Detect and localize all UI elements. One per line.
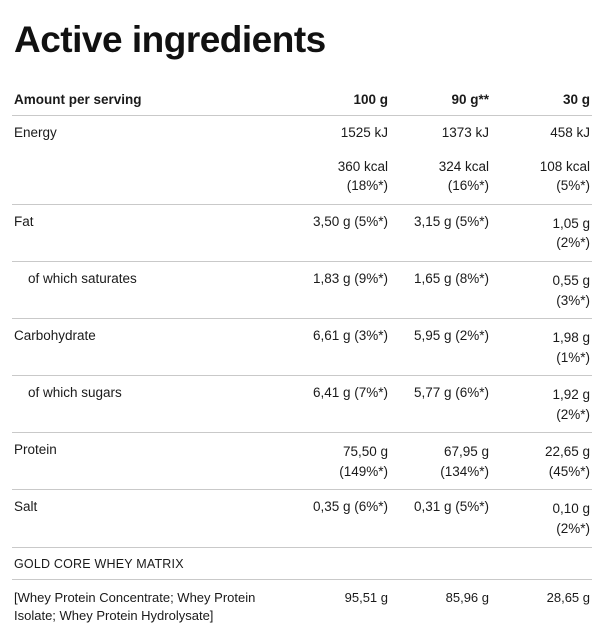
table-row-sub [12, 148, 592, 205]
matrix-heading-row [12, 547, 592, 579]
row-label-energy: Energy [14, 124, 57, 140]
row-saturates-90g: 1,65 g (8%*) [390, 261, 491, 318]
table-row [12, 204, 592, 261]
matrix-label: [Whey Protein Concentrate; Whey Protein Isolate; Whey Protein Hydrolysate] [12, 579, 289, 634]
header-amount-per-serving: Amount per serving [12, 83, 289, 116]
row-energy-90g: 1373 kJ [441, 124, 489, 140]
row-sugars-30g: 1,92 g (2%*) [491, 376, 592, 433]
row-energy-kcal-90g: 324 kcal (16%*) [438, 158, 489, 194]
row-label-salt: Salt [12, 490, 289, 547]
row-salt-100g: 0,35 g (6%*) [289, 490, 390, 547]
header-col-30g: 30 g [491, 83, 592, 116]
table-header-row [12, 83, 592, 116]
row-fat-90g: 3,15 g (5%*) [390, 204, 491, 261]
row-protein-30g: 22,65 g (45%*) [491, 433, 592, 490]
row-label-fat: Fat [12, 204, 289, 261]
row-label-protein: Protein [12, 433, 289, 490]
table-row [12, 490, 592, 547]
matrix-90g: 85,96 g [390, 579, 491, 634]
matrix-30g: 28,65 g [491, 579, 592, 634]
row-fat-30g: 1,05 g (2%*) [491, 204, 592, 261]
row-salt-90g: 0,31 g (5%*) [390, 490, 491, 547]
row-energy-kcal-100g: 360 kcal (18%*) [337, 158, 388, 194]
row-saturates-30g: 0,55 g (3%*) [491, 261, 592, 318]
row-label-sugars: of which sugars [12, 376, 289, 433]
row-label-carbohydrate: Carbohydrate [12, 319, 289, 376]
page-title: Active ingredients [14, 19, 326, 60]
row-energy-30g: 458 kJ [550, 124, 590, 140]
row-carbohydrate-90g: 5,95 g (2%*) [390, 319, 491, 376]
row-carbohydrate-100g: 6,61 g (3%*) [289, 319, 390, 376]
table-row [12, 115, 592, 148]
row-energy-kcal-30g: 108 kcal (5%*) [539, 158, 590, 194]
table-row [12, 261, 592, 318]
row-label-energy-kcal [12, 148, 289, 205]
table-row [12, 433, 592, 490]
row-protein-90g: 67,95 g (134%*) [390, 433, 491, 490]
matrix-100g: 95,51 g [289, 579, 390, 634]
table-row [12, 319, 592, 376]
row-fat-100g: 3,50 g (5%*) [289, 204, 390, 261]
header-col-100g: 100 g [289, 83, 390, 116]
row-energy-100g: 1525 kJ [340, 124, 388, 140]
nutrition-table [12, 83, 592, 634]
matrix-row [12, 579, 592, 634]
row-sugars-90g: 5,77 g (6%*) [390, 376, 491, 433]
row-sugars-100g: 6,41 g (7%*) [289, 376, 390, 433]
row-carbohydrate-30g: 1,98 g (1%*) [491, 319, 592, 376]
row-saturates-100g: 1,83 g (9%*) [289, 261, 390, 318]
row-label-saturates: of which saturates [12, 261, 289, 318]
table-row [12, 376, 592, 433]
row-salt-30g: 0,10 g (2%*) [491, 490, 592, 547]
row-protein-100g: 75,50 g (149%*) [289, 433, 390, 490]
matrix-heading: GOLD CORE WHEY MATRIX [12, 547, 592, 579]
header-col-90g: 90 g** [390, 83, 491, 116]
